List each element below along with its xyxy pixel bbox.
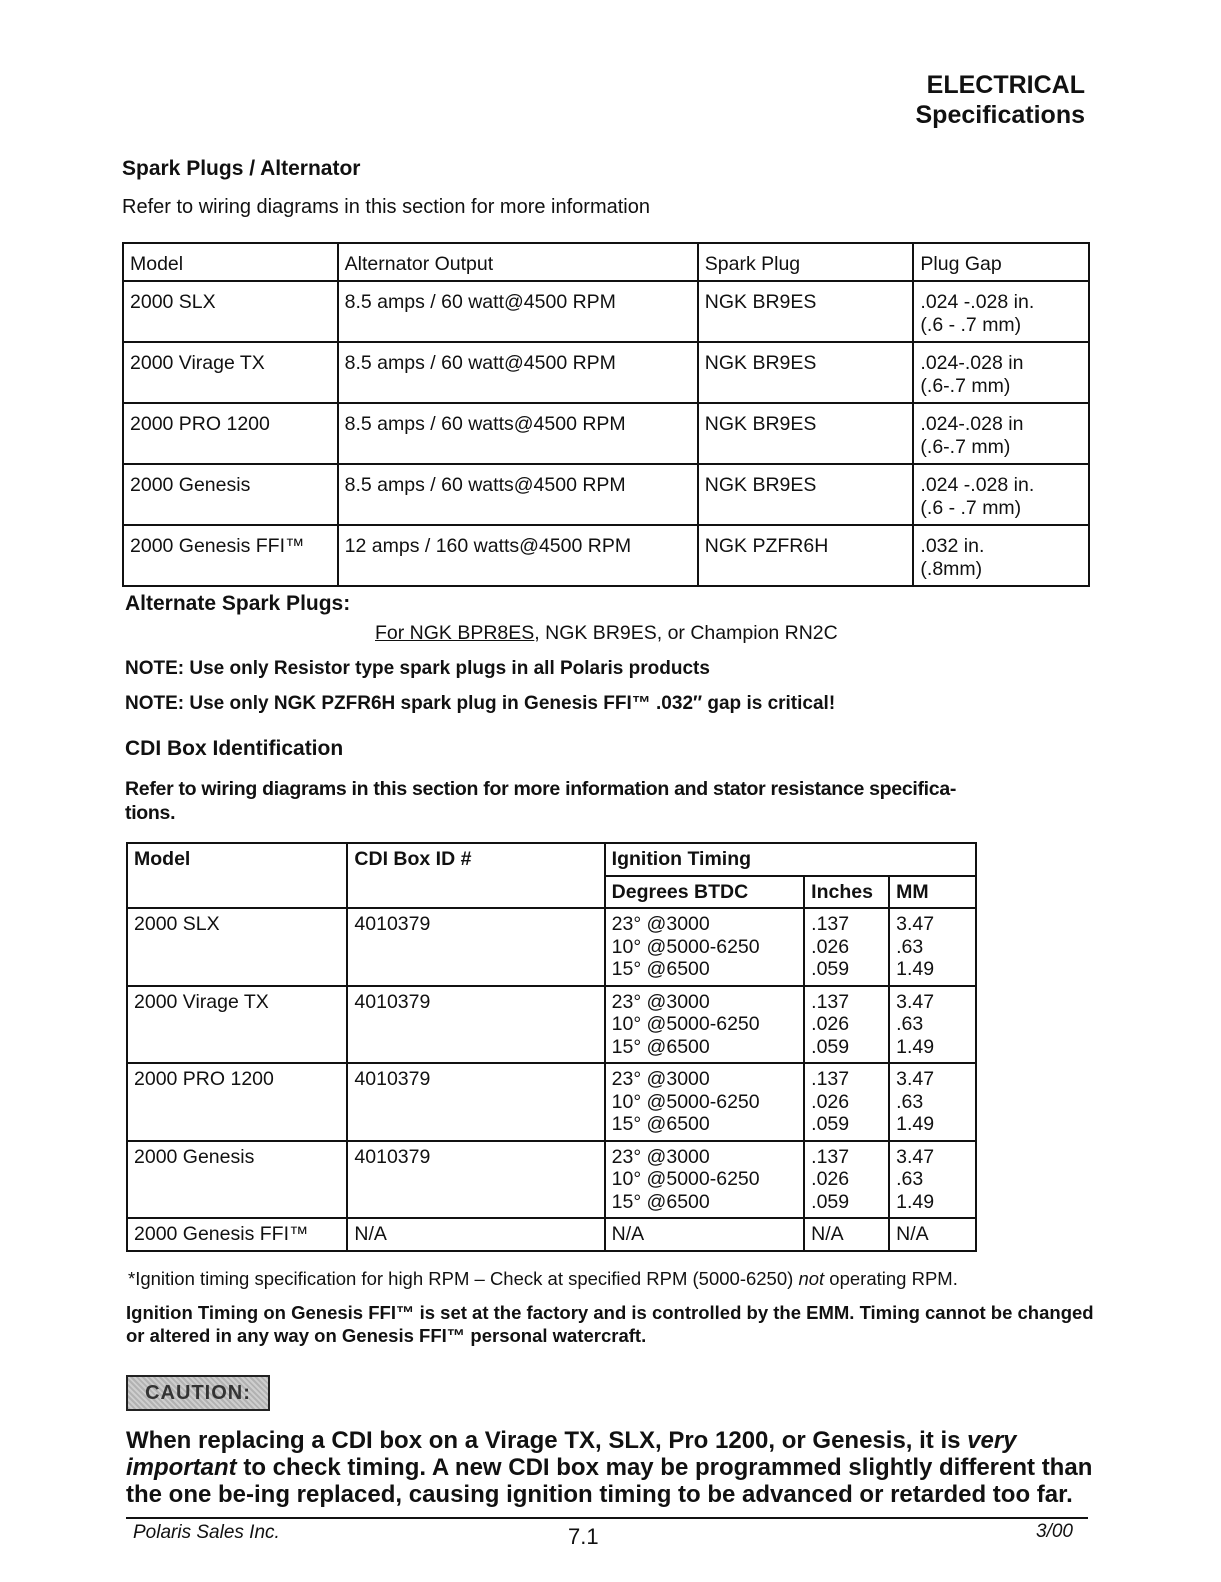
table-row [127,1218,976,1251]
cdi-intro: Refer to wiring diagrams in this section for more information and stator resistance specifica- tions. [125,778,957,824]
cell-cdi-id: 4010379 [347,1141,604,1219]
col-header-degrees: Degrees BTDC [605,876,805,909]
cell-spark-plug: NGK BR9ES [698,281,914,342]
note-resistor: NOTE: Use only Resistor type spark plugs in all Polaris products [125,658,710,679]
table-row [123,525,1089,586]
header-subsection: Specifications [915,101,1085,129]
cell-degrees: N/A [605,1218,805,1251]
cell-inches: .137 .026 .059 [804,1063,889,1141]
footnote-emphasis: not [798,1268,825,1289]
cell-model: 2000 Genesis [123,464,338,525]
cell-model: 2000 PRO 1200 [123,403,338,464]
table-row [127,908,976,986]
col-header-mm: MM [889,876,976,909]
col-header-ignition-timing: Ignition Timing [605,843,976,876]
cell-spark-plug: NGK BR9ES [698,403,914,464]
cell-model: 2000 SLX [127,908,347,986]
cell-cdi-id: 4010379 [347,1063,604,1141]
cell-mm: 3.47 .63 1.49 [889,908,976,986]
cell-plug-gap: .032 in. (.8mm) [913,525,1089,586]
table-row [123,342,1089,403]
cell-plug-gap: .024 -.028 in. (.6 - .7 mm) [913,464,1089,525]
footnote-text: *Ignition timing specification for high RPM – Check at specified RPM (5000-6250) [128,1268,799,1289]
cell-inches: .137 .026 .059 [804,1141,889,1219]
caution-text-start: When replacing a CDI box on a Virage TX, SLX, Pro 1200, or Genesis, it is [126,1427,968,1454]
col-header-spark-plug: Spark Plug [698,243,914,281]
col-header-inches: Inches [804,876,889,909]
cell-spark-plug: NGK BR9ES [698,342,914,403]
cell-inches: .137 .026 .059 [804,986,889,1064]
table-row [127,1063,976,1141]
cell-plug-gap: .024-.028 in (.6-.7 mm) [913,403,1089,464]
col-header-plug-gap: Plug Gap [913,243,1089,281]
alternate-plugs-line [375,622,838,645]
cell-alternator: 8.5 amps / 60 watt@4500 RPM [338,342,698,403]
cell-inches: .137 .026 .059 [804,908,889,986]
page-number: 7.1 [568,1524,599,1549]
cell-spark-plug: NGK PZFR6H [698,525,914,586]
table-row [123,403,1089,464]
cell-mm: N/A [889,1218,976,1251]
table-row [123,464,1089,525]
cell-model: 2000 Genesis [127,1141,347,1219]
cell-model: 2000 Virage TX [123,342,338,403]
spark-section-title: Spark Plugs / Alternator [122,157,361,180]
timing-footnote [128,1268,958,1290]
col-header-alternator: Alternator Output [338,243,698,281]
cell-mm: 3.47 .63 1.49 [889,1063,976,1141]
cell-degrees: 23° @3000 10° @5000-6250 15° @6500 [605,1141,805,1219]
col-header-model: Model [123,243,338,281]
col-header-model: Model [127,843,347,908]
cell-mm: 3.47 .63 1.49 [889,986,976,1064]
cell-inches: N/A [804,1218,889,1251]
cell-cdi-id: 4010379 [347,986,604,1064]
table-row [127,1141,976,1219]
footnote-text-end: operating RPM. [824,1268,958,1289]
cell-model: 2000 Genesis FFI™ [123,525,338,586]
cdi-table [126,842,977,1252]
cell-cdi-id: 4010379 [347,908,604,986]
col-header-cdi-id: CDI Box ID # [347,843,604,908]
cell-degrees: 23° @3000 10° @5000-6250 15° @6500 [605,1063,805,1141]
footer-divider [126,1517,1088,1519]
alternate-plugs-title: Alternate Spark Plugs: [125,592,351,615]
cell-plug-gap: .024-.028 in (.6-.7 mm) [913,342,1089,403]
spark-intro: Refer to wiring diagrams in this section for more information [122,196,650,218]
cell-alternator: 8.5 amps / 60 watts@4500 RPM [338,464,698,525]
cell-plug-gap: .024 -.028 in. (.6 - .7 mm) [913,281,1089,342]
cell-alternator: 8.5 amps / 60 watt@4500 RPM [338,281,698,342]
cell-cdi-id: N/A [347,1218,604,1251]
caution-text-end: to check timing. A new CDI box may be programmed slightly different than the one be-ing replaced, causing ignition timing to be advanced or retarded too far. [126,1454,1093,1508]
cell-mm: 3.47 .63 1.49 [889,1141,976,1219]
table-header-row [123,243,1089,281]
ffi-timing-note: Ignition Timing on Genesis FFI™ is set at the factory and is controlled by the EMM. Timing cannot be changed or altered in any way on Genesis FFI™ personal watercraft. [126,1302,1094,1346]
cell-model: 2000 SLX [123,281,338,342]
alternate-plug-underlined: For NGK BPR8ES [375,622,535,644]
cell-alternator: 8.5 amps / 60 watts@4500 RPM [338,403,698,464]
note-ffi-gap: NOTE: Use only NGK PZFR6H spark plug in Genesis FFI™ .032″ gap is critical! [125,693,836,714]
table-row [127,986,976,1064]
footer-date: 3/00 [1036,1521,1073,1542]
caution-text [126,1427,1101,1508]
caution-emphasis: very important [126,1427,1017,1481]
table-row [123,281,1089,342]
spark-plug-table [122,242,1090,587]
cell-degrees: 23° @3000 10° @5000-6250 15° @6500 [605,908,805,986]
cell-alternator: 12 amps / 160 watts@4500 RPM [338,525,698,586]
footer-publisher: Polaris Sales Inc. [133,1522,280,1543]
caution-label: CAUTION: [126,1375,270,1411]
cell-model: 2000 Genesis FFI™ [127,1218,347,1251]
table-header-row [127,843,976,876]
cell-model: 2000 PRO 1200 [127,1063,347,1141]
page-header [916,70,1086,130]
cell-model: 2000 Virage TX [127,986,347,1064]
alternate-plug-rest: , NGK BR9ES, or Champion RN2C [534,622,838,644]
cell-degrees: 23° @3000 10° @5000-6250 15° @6500 [605,986,805,1064]
cdi-section-title: CDI Box Identification [125,737,344,760]
header-section: ELECTRICAL [926,71,1085,99]
cell-spark-plug: NGK BR9ES [698,464,914,525]
